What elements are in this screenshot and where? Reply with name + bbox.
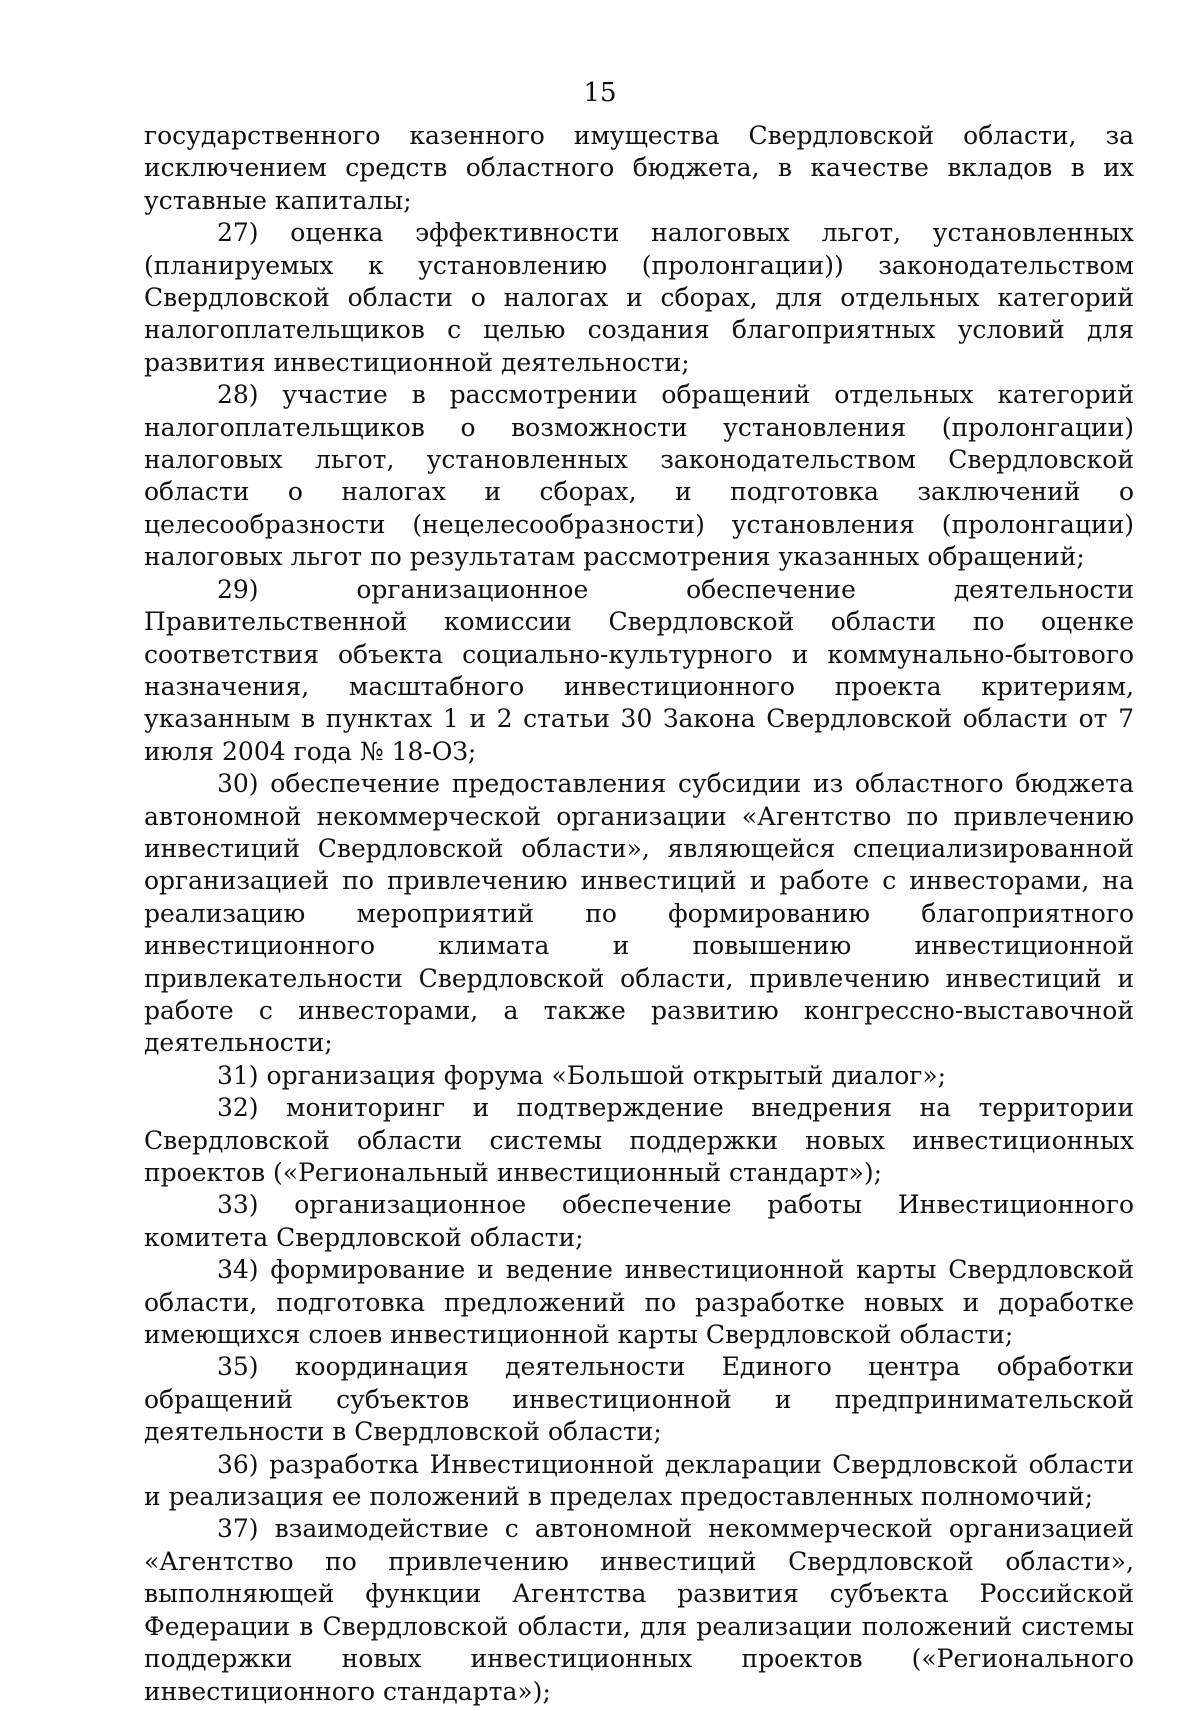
paragraph-item-29: 29) организационное обеспечение деятельности Правительственной комиссии Свердловской области по оценке соответствия объекта социально-культурного и коммунально-бытового назначения, масштабного инвестиционного проекта критериям, указанным в пунктах 1 и 2 статьи 30 Закона Свердловской области от 7 июля 2004 года № 18-ОЗ;: [144, 574, 1134, 766]
paragraph-item-30: 30) обеспечение предоставления субсидии из областного бюджета автономной некоммерческой организации «Агентство по привлечению инвестиций Свердловской области», являющейся специализированной организацией по привлечению инвестиций и работе с инвесторами, на реализацию мероприятий по формированию благоприятного инвестиционного климата и повышению инвестиционной привлекательности Свердловской области, привлечению инвестиций и работе с инвесторами, а также развитию конгрессно-выставочной деятельности;: [144, 769, 1134, 1058]
paragraph-continuation: государственного казенного имущества Свердловской области, за исключением средств областного бюджета, в качестве вкладов в их уставные капиталы;: [144, 121, 1134, 215]
paragraph-item-35: 35) координация деятельности Единого центра обработки обращений субъектов инвестиционной и предпринимательской деятельности в Свердловской области;: [144, 1352, 1134, 1447]
paragraph-item-37: 37) взаимодействие с автономной некоммерческой организацией «Агентство по привлечению инвестиций Свердловской области», выполняющей функции Агентства развития субъекта Российской Федерации в Свердловской области, для реализации положений системы поддержки новых инвестиционных проектов («Регионального инвестиционного стандарта»);: [144, 1514, 1134, 1706]
paragraph-item-27: 27) оценка эффективности налоговых льгот, установленных (планируемых к установлению (пролонгации)) законодательством Свердловской области о налогах и сборах, для отдельных категорий налогоплательщиков с целью создания благоприятных условий для развития инвестиционной деятельности;: [144, 218, 1134, 377]
paragraph-item-28: 28) участие в рассмотрении обращений отдельных категорий налогоплательщиков о возможности установления (пролонгации) налоговых льгот, установленных законодательством Свердловской области о налогах и сборах, и подготовка заключений о целесообразности (нецелесообразности) установления (пролонгации) налоговых льгот по результатам рассмотрения указанных обращений;: [144, 380, 1134, 572]
page-number: 15: [583, 78, 617, 108]
paragraph-item-33: 33) организационное обеспечение работы Инвестиционного комитета Свердловской области;: [144, 1190, 1134, 1252]
document-body: [144, 120, 1134, 1708]
paragraph-item-32: 32) мониторинг и подтверждение внедрения на территории Свердловской области системы поддержки новых инвестиционных проектов («Региональный инвестиционный стандарт»);: [144, 1093, 1134, 1187]
paragraph-item-36: 36) разработка Инвестиционной декларации Свердловской области и реализация ее положений в пределах предоставленных полномочий;: [144, 1449, 1134, 1512]
paragraph-item-31: 31) организация форума «Большой открытый диалог»;: [217, 1060, 947, 1090]
paragraph-item-34: 34) формирование и ведение инвестиционной карты Свердловской области, подготовка предложений по разработке новых и доработке имеющихся слоев инвестиционной карты Свердловской области;: [144, 1255, 1134, 1350]
